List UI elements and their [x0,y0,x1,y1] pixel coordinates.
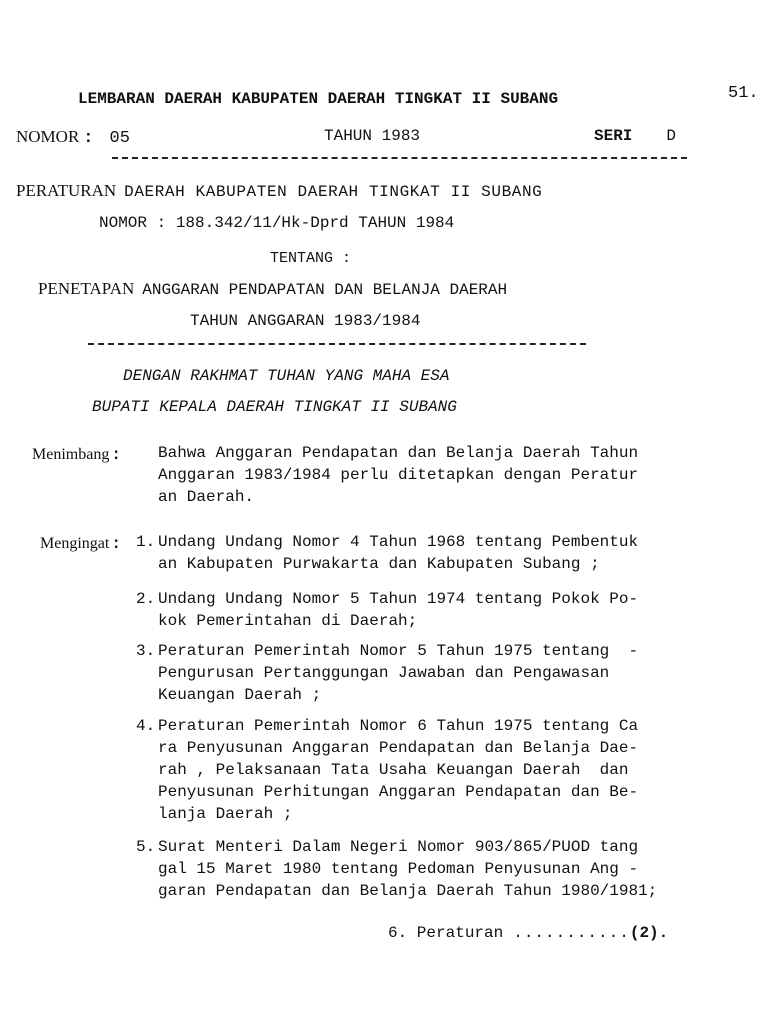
regulation-subject [38,279,507,299]
regulation-line: DAERAH KABUPATEN DAERAH TINGKAT II SUBANG [124,183,543,201]
header-divider [112,157,687,159]
subject-year: TAHUN ANGGARAN 1983/1984 [190,312,421,330]
gazette-title: LEMBARAN DAERAH KABUPATEN DAERAH TINGKAT II SUBANG [78,90,559,108]
menimbang-heading [32,446,121,464]
consideration-number: 3. [136,642,156,660]
next-item: 6. Peraturan [388,924,504,942]
consideration-text: Undang Undang Nomor 5 Tahun 1974 tentang Pokok Po- kok Pemerintahan di Daerah; [158,590,639,630]
nomor-separator: : [83,129,94,148]
consideration-number: 1. [136,533,156,551]
nomor-label: NOMOR [16,127,80,146]
gazette-number [16,127,130,148]
mengingat-separator: : [111,535,121,553]
mengingat-label: Mengingat [40,535,110,552]
seri-label: SERI [594,127,633,145]
subject-prefix: PENETAPAN [38,279,135,298]
seri-value: D [666,127,677,145]
regulation-divider [88,343,586,345]
regulation-prefix: PERATURAN [16,181,117,200]
subject-line: ANGGARAN PENDAPATAN DAN BELANJA DAERAH [142,281,508,299]
menimbang-text: Bahwa Anggaran Pendapatan dan Belanja Daerah Tahun Anggaran 1983/1984 perlu ditetapkan dengan Peratur an Daerah. [158,444,639,506]
consideration-number: 5. [136,838,156,856]
gazette-year: TAHUN 1983 [324,127,421,145]
regulation-number: NOMOR : 188.342/11/Hk-Dprd TAHUN 1984 [99,214,455,232]
preamble-line-1: DENGAN RAKHMAT TUHAN YANG MAHA ESA [123,367,450,385]
menimbang-label: Menimbang [32,446,110,463]
consideration-number: 2. [136,590,156,608]
next-page-reference: (2). [629,924,669,942]
page-number: 51. [728,84,759,103]
consideration-text: Peraturan Pemerintah Nomor 6 Tahun 1975 tentang Ca ra Penyusunan Anggaran Pendapatan dan Belanja Dae- rah , Pelaksanaan Tata Usaha Keuangan Daerah dan Penyusunan Perhitungan Anggaran Pendapatan dan Be- lanja Daerah ; [158,717,639,823]
mengingat-heading [40,535,121,553]
tentang-label: TENTANG : [270,250,352,267]
consideration-number: 4. [136,717,156,735]
dotted-leader: ........... [513,924,630,942]
consideration-text: Undang Undang Nomor 4 Tahun 1968 tentang Pembentuk an Kabupaten Purwakarta dan Kabupaten Subang ; [158,533,639,573]
nomor-value: 05 [109,129,130,148]
continuation-note [388,924,668,942]
gazette-series [594,127,676,145]
regulation-title [16,181,542,201]
consideration-text: Peraturan Pemerintah Nomor 5 Tahun 1975 tentang - Pengurusan Pertanggungan Jawaban dan Pengawasan Keuangan Daerah ; [158,642,639,704]
menimbang-separator: : [111,446,121,464]
preamble-line-2: BUPATI KEPALA DAERAH TINGKAT II SUBANG [92,398,457,416]
consideration-text: Surat Menteri Dalam Negeri Nomor 903/865/PUOD tang gal 15 Maret 1980 tentang Pedoman Penyusunan Ang - garan Pendapatan dan Belanja Daerah Tahun 1980/1981; [158,838,658,900]
